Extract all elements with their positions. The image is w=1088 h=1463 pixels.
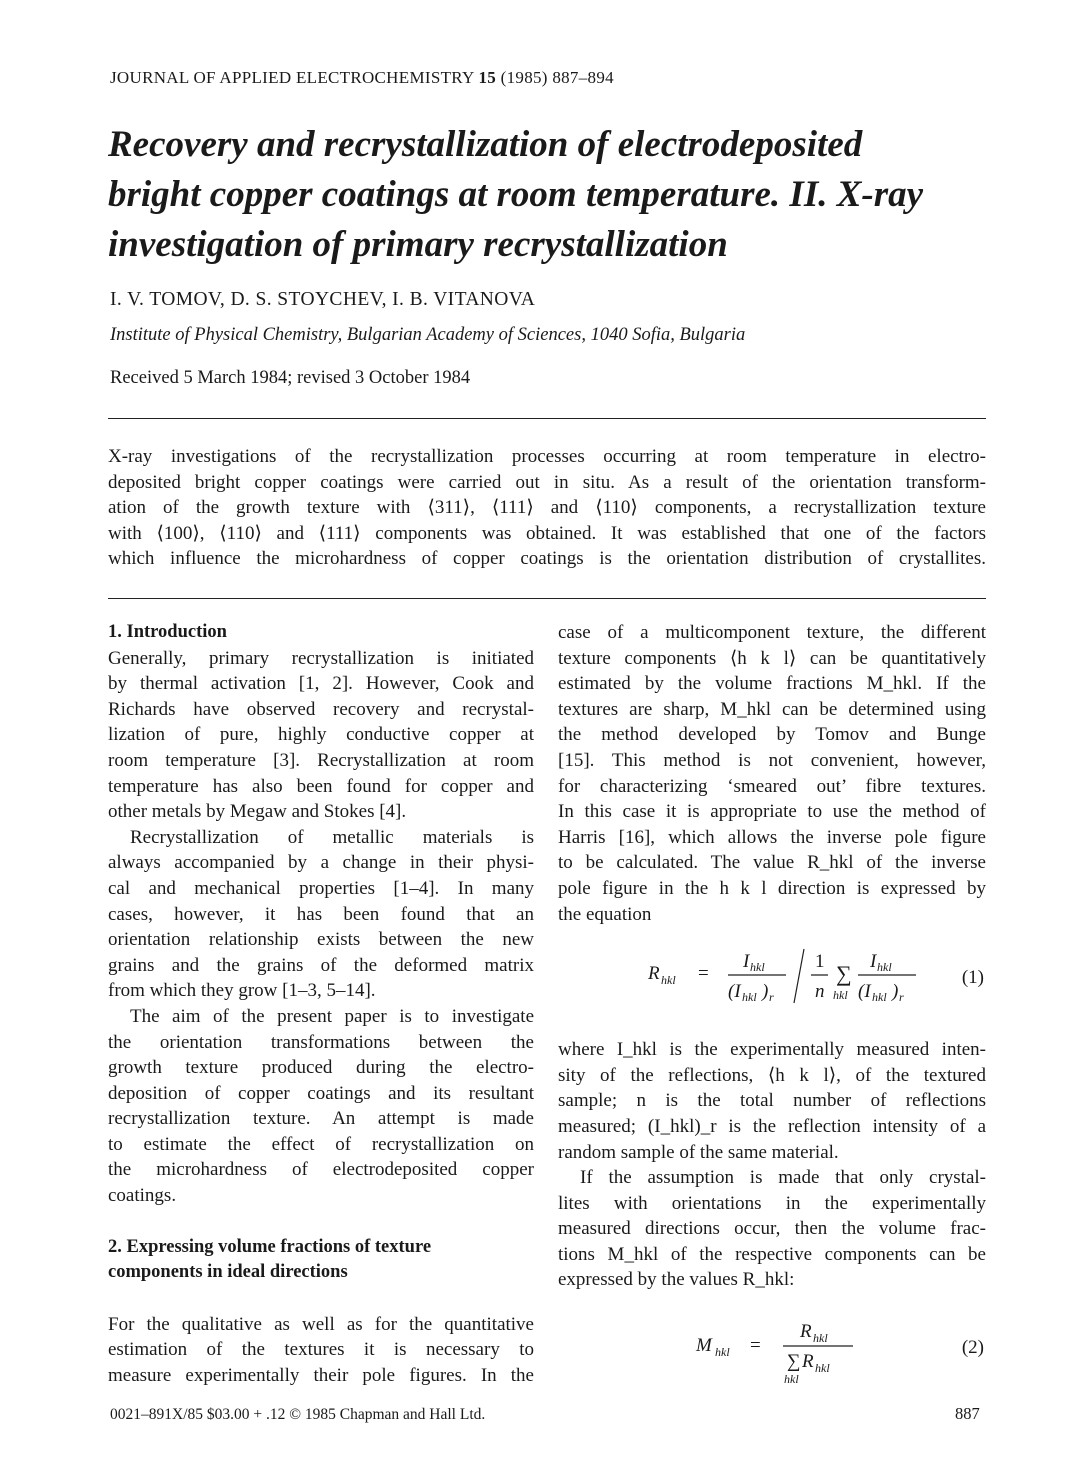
journal-name: JOURNAL OF APPLIED ELECTROCHEMISTRY (110, 68, 474, 87)
section-heading-volume-fractions: 2. Expressing volume fractions of texture (108, 1236, 432, 1257)
section-heading-volume-fractions: components in ideal directions (108, 1262, 348, 1283)
svg-text:∑: ∑ (836, 961, 852, 987)
svg-text:): ) (762, 981, 769, 1003)
paragraph-line: deposition of copper coatings and its resultant (108, 1082, 534, 1104)
paragraph-line: always accompanied by a change in their physi- (108, 852, 534, 874)
paper-title (108, 120, 1008, 270)
paragraph-line: cal and mechanical properties [1–4]. In many (108, 877, 534, 899)
paragraph-line: If the assumption is made that only crystal- (580, 1167, 986, 1189)
svg-text:hkl: hkl (877, 960, 892, 975)
svg-text:R: R (648, 963, 660, 985)
paragraph-line: Richards have observed recovery and recrystal- (108, 698, 534, 720)
paragraph-line: sity of the reflections, ⟨h k l⟩, of the textured (558, 1064, 986, 1086)
abstract-line: X-ray investigations of the recrystallization processes occurring at room temperature in electro- (108, 446, 986, 467)
svg-text:R: R (800, 1321, 812, 1343)
abstract-line: which influence the microhardness of copper coatings is the orientation distribution of crystallites. (108, 548, 986, 570)
svg-text:hkl: hkl (742, 990, 757, 1005)
svg-text:r: r (899, 990, 904, 1005)
divider-top (108, 418, 986, 419)
svg-text:=: = (698, 963, 709, 985)
paragraph-line: Recrystallization of metallic materials is (130, 826, 534, 848)
paragraph-line: other metals by Megaw and Stokes [4]. (108, 801, 407, 823)
paragraph-line: lization of pure, highly conductive copper at (108, 724, 534, 746)
paragraph-line: the microhardness of electrodeposited copper (108, 1159, 534, 1181)
paragraph-line: to be calculated. The value R_hkl of the inverse (558, 852, 986, 874)
svg-text:hkl: hkl (661, 973, 676, 988)
paragraph-line: to estimate the effect of recrystallization on (108, 1133, 534, 1155)
svg-text:): ) (892, 981, 899, 1003)
equation-2 (558, 1315, 986, 1385)
svg-text:1: 1 (815, 951, 825, 973)
svg-text:hkl: hkl (872, 990, 887, 1005)
paragraph-line: The aim of the present paper is to investigate (130, 1005, 534, 1027)
svg-text:M: M (696, 1335, 712, 1357)
journal-header (110, 68, 614, 88)
paragraph-line: lites with orientations in the experimentally (558, 1192, 986, 1214)
page-number: 887 (955, 1404, 980, 1423)
svg-text:hkl: hkl (813, 1331, 828, 1346)
title-line: investigation of primary recrystallization (108, 224, 728, 265)
paragraph-line: estimation of the textures it is necessary to (108, 1339, 534, 1361)
svg-text:(I: (I (728, 981, 741, 1003)
svg-text:I: I (870, 951, 877, 973)
title-line: Recovery and recrystallization of electrodeposited (108, 124, 863, 165)
svg-text:I: I (743, 951, 750, 973)
paragraph-line: the equation (558, 903, 652, 925)
svg-text:∑: ∑ (787, 1351, 801, 1373)
paragraph-line: coatings. (108, 1185, 177, 1207)
paragraph-line: texture components ⟨h k l⟩ can be quantitatively (558, 647, 986, 669)
paragraph-line: tions M_hkl of the respective components can be (558, 1243, 986, 1265)
paragraph-line: pole figure in the h k l direction is expressed by (558, 877, 986, 899)
paragraph-line: where I_hkl is the experimentally measured inten- (558, 1039, 986, 1061)
svg-text:hkl: hkl (815, 1361, 830, 1376)
equation-1-formula (638, 927, 978, 1015)
paragraph-line: orientation relationship exists between the new (108, 929, 534, 951)
paragraph-line: In this case it is appropriate to use the method of (558, 801, 986, 823)
journal-volume: 15 (478, 68, 497, 87)
abstract-line: with ⟨100⟩, ⟨110⟩ and ⟨111⟩ components was obtained. It was established that one of the factors (108, 522, 986, 544)
equation-1-number: (1) (961, 967, 984, 989)
paragraph-line: textures are sharp, M_hkl can be determined using (558, 698, 986, 720)
paragraph-line: grains and the grains of the deformed matrix (108, 954, 534, 976)
journal-year-pages: (1985) 887–894 (500, 68, 614, 87)
paragraph-line: For the qualitative as well as for the quantitative (108, 1313, 534, 1335)
paragraph-line: by thermal activation [1, 2]. However, Cook and (108, 673, 534, 695)
paragraph-line: Harris [16], which allows the inverse pole figure (558, 826, 986, 848)
paragraph-line: [15]. This method is not convenient, however, (558, 749, 986, 771)
equation-2-formula (688, 1315, 908, 1385)
paragraph-line: for characterizing ‘smeared out’ fibre textures. (558, 775, 986, 797)
title-line: bright copper coatings at room temperature. II. X-ray (108, 174, 924, 215)
divider-bottom (108, 598, 986, 599)
paragraph-line: sample; n is the total number of reflections (558, 1090, 986, 1112)
paragraph-line: measured directions occur, then the volume frac- (558, 1218, 986, 1240)
paragraph-line: Generally, primary recrystallization is initiated (108, 647, 534, 669)
svg-text:=: = (750, 1335, 761, 1357)
left-column (108, 620, 534, 1389)
paragraph-line: measured; (I_hkl)_r is the reflection intensity of a (558, 1115, 986, 1137)
paragraph-line: temperature has also been found for copper and (108, 775, 534, 797)
abstract-line: ation of the growth texture with ⟨311⟩, ⟨111⟩ and ⟨110⟩ components, a recrystallization texture (108, 497, 986, 519)
svg-text:R: R (802, 1351, 814, 1373)
equation-2-number: (2) (961, 1337, 984, 1359)
equation-1 (558, 927, 986, 1015)
svg-text:n: n (815, 981, 825, 1003)
paragraph-line: the method developed by Tomov and Bunge (558, 724, 986, 746)
paragraph-line: case of a multicomponent texture, the different (558, 622, 986, 643)
svg-text:(I: (I (858, 981, 871, 1003)
received-dates: Received 5 March 1984; revised 3 October 1984 (110, 368, 471, 388)
paragraph-line: estimated by the volume fractions M_hkl. If the (558, 673, 986, 695)
paragraph-line: room temperature [3]. Recrystallization at room (108, 749, 534, 771)
section-heading-introduction: 1. Introduction (108, 622, 227, 642)
paragraph-line: cases, however, it has been found that an (108, 903, 534, 925)
footer-copyright: 0021–891X/85 $03.00 + .12 © 1985 Chapman and Hall Ltd. (110, 1406, 486, 1423)
authors: I. V. TOMOV, D. S. STOYCHEV, I. B. VITANOVA (110, 289, 536, 310)
paragraph-line: measure experimentally their pole figures. In the (108, 1365, 534, 1387)
paragraph-line: random sample of the same material. (558, 1141, 839, 1163)
paragraph-line: the orientation transformations between the (108, 1031, 534, 1053)
paragraph-line: recrystallization texture. An attempt is made (108, 1108, 534, 1130)
affiliation: Institute of Physical Chemistry, Bulgarian Academy of Sciences, 1040 Sofia, Bulgaria (110, 325, 746, 345)
abstract-line: deposited bright copper coatings were carried out in situ. As a result of the orientation transform- (108, 471, 986, 493)
abstract (108, 444, 986, 572)
svg-text:r: r (769, 990, 774, 1005)
svg-text:hkl: hkl (715, 1345, 730, 1360)
paragraph-line: growth texture produced during the electro- (108, 1057, 534, 1079)
paragraph-line: from which they grow [1–3, 5–14]. (108, 980, 376, 1002)
right-column (558, 620, 986, 1385)
svg-text:hkl: hkl (833, 988, 848, 1003)
svg-text:hkl: hkl (784, 1372, 799, 1386)
svg-text:hkl: hkl (750, 960, 765, 975)
paragraph-line: expressed by the values R_hkl: (558, 1269, 795, 1291)
